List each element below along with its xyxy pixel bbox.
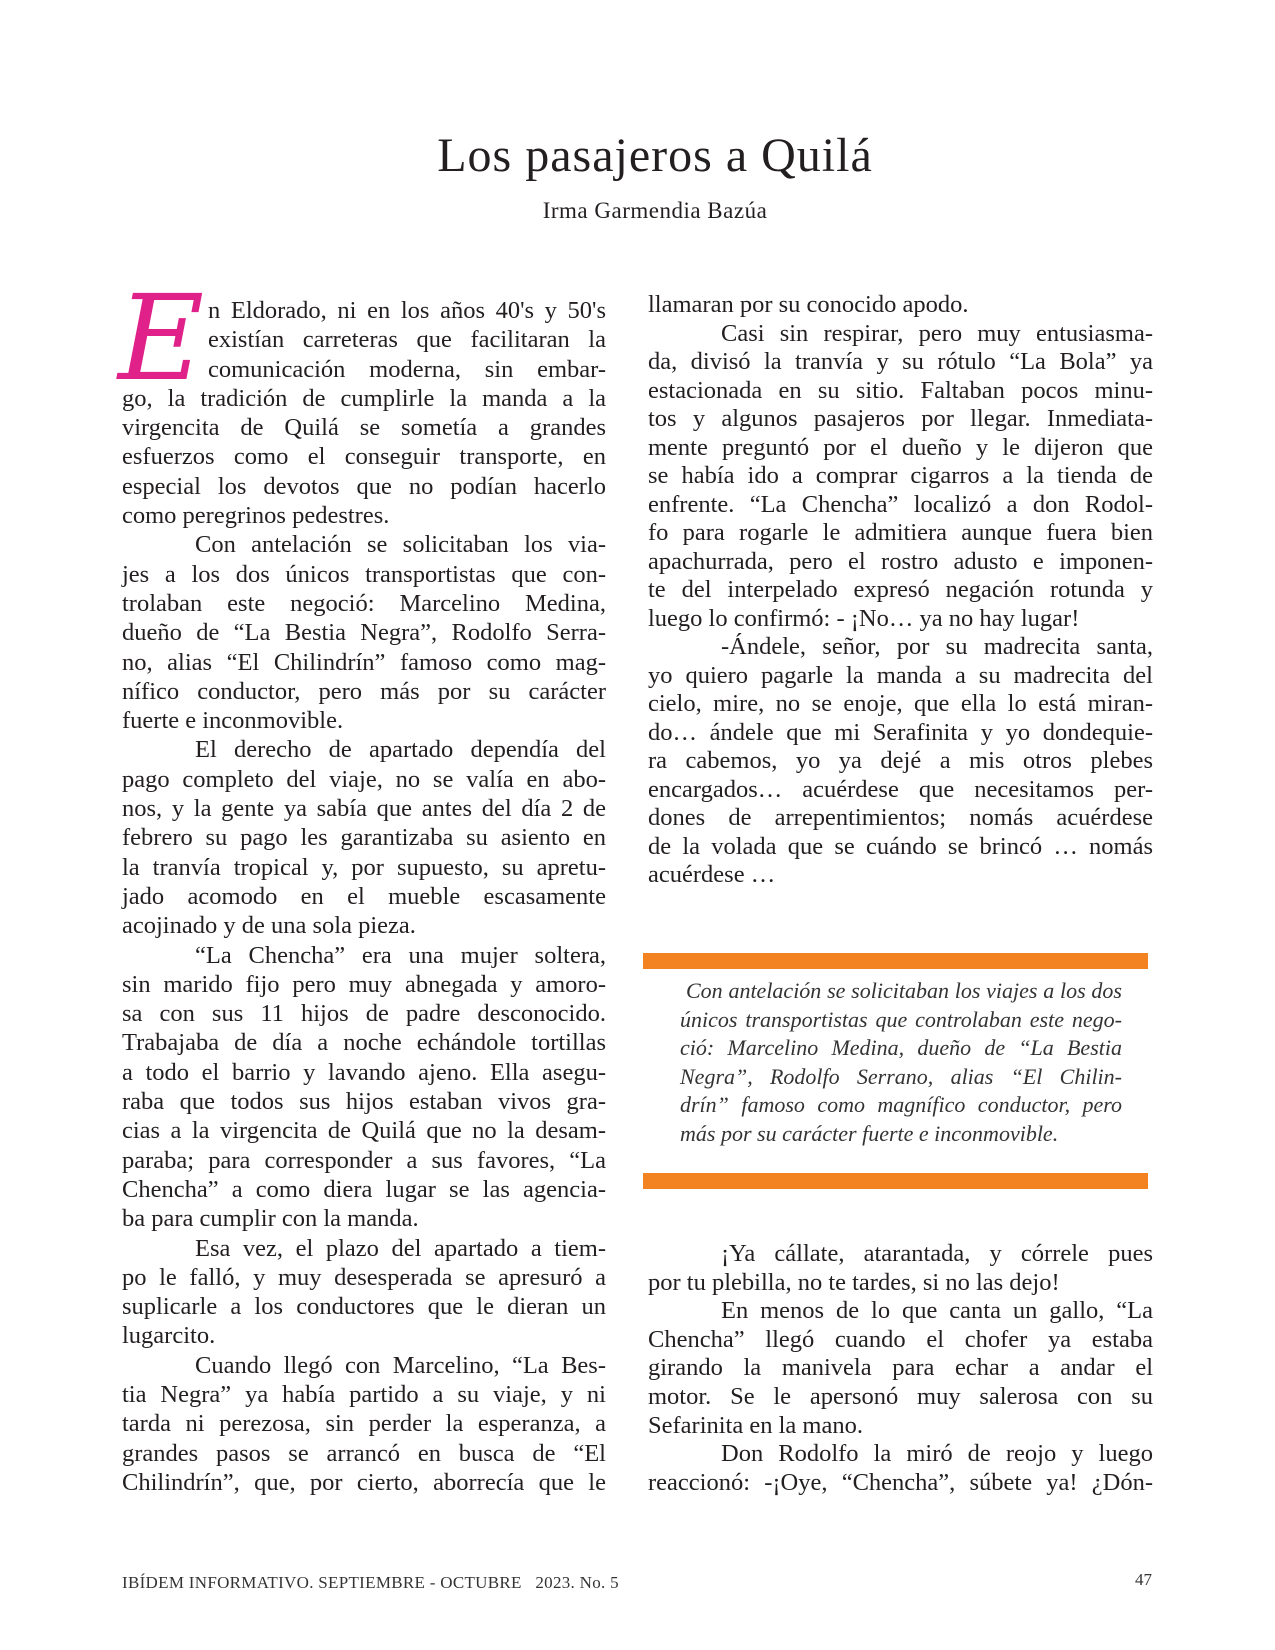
text-line: mente preguntó por el dueño y le dijeron que bbox=[648, 433, 1153, 461]
paragraph bbox=[648, 1440, 1153, 1497]
text-line: Chencha” a como diera lugar se las agencia- bbox=[122, 1175, 606, 1203]
pull-quote-bottom-bar bbox=[643, 1173, 1148, 1189]
text-line: nos, y la gente ya sabía que antes del día 2 de bbox=[122, 795, 606, 823]
text-line: Casi sin respirar, pero muy entusiasma- bbox=[721, 319, 1153, 347]
text-line: Don Rodolfo la miró de reojo y luego bbox=[721, 1440, 1153, 1468]
pull-quote bbox=[680, 977, 1122, 1149]
text-line: de la volada que se cuándo se brincó … nomás bbox=[648, 832, 1153, 860]
text-line: motor. Se le apersonó muy salerosa con su bbox=[648, 1382, 1153, 1410]
pull-quote-line: ció: Marcelino Medina, dueño de “La Bestia bbox=[680, 1035, 1122, 1061]
text-line: nífico conductor, pero más por su carácter bbox=[122, 677, 606, 705]
text-line: En menos de lo que canta un gallo, “La bbox=[721, 1297, 1153, 1325]
text-line: llamaran por su conocido apodo. bbox=[648, 291, 969, 318]
paragraph bbox=[648, 320, 1153, 634]
text-line: dueño de “La Bestia Negra”, Rodolfo Serra- bbox=[122, 619, 606, 647]
text-line: da, divisó la tranvía y su rótulo “La Bola” ya bbox=[648, 348, 1153, 375]
text-line: po le falló, y muy desesperada se apresuró a bbox=[122, 1263, 606, 1291]
text-line: jado acomodo en el mueble escasamente bbox=[122, 882, 606, 910]
text-line: acuérdese … bbox=[648, 861, 776, 888]
text-line: como peregrinos pedestres. bbox=[122, 502, 390, 530]
paragraph bbox=[122, 941, 606, 1234]
pull-quote-line: únicos transportistas que controlaban este nego- bbox=[680, 1006, 1122, 1032]
text-line: luego lo confirmó: - ¡No… ya no hay lugar! bbox=[648, 604, 1080, 632]
paragraph bbox=[122, 735, 606, 940]
text-line: virgencita de Quilá se sometía a grandes bbox=[122, 414, 606, 442]
left-column bbox=[118, 269, 606, 1497]
text-line: go, la tradición de cumplirle la manda a la bbox=[122, 384, 606, 412]
right-column-bottom bbox=[648, 1240, 1153, 1497]
text-line: reaccionó: -¡Oye, “Chencha”, súbete ya! ¿Dón- bbox=[648, 1468, 1153, 1496]
right-column-top bbox=[648, 291, 1153, 890]
text-line: cias a la virgencita de Quilá que no la desam- bbox=[122, 1117, 606, 1145]
text-line: estacionada en su sitio. Faltaban pocos minu- bbox=[648, 376, 1153, 404]
text-line: dones de arrepentimientos; nomás acuérdese bbox=[648, 804, 1153, 831]
text-line: encargados… acuérdese que necesitamos per- bbox=[648, 775, 1153, 803]
text-line: raba que todos sus hijos estaban vivos gra- bbox=[122, 1088, 606, 1116]
pull-quote-line: más por su carácter fuerte e inconmovible. bbox=[680, 1120, 1059, 1146]
text-line: fuerte e inconmovible. bbox=[122, 707, 344, 735]
pull-quote-line: Con antelación se solicitaban los viajes a los dos bbox=[686, 978, 1122, 1003]
paragraph bbox=[648, 291, 1153, 320]
pull-quote-line: drín” famoso como magnífico conductor, pero bbox=[680, 1092, 1122, 1118]
paragraph bbox=[122, 530, 606, 735]
text-line: Chencha” llegó cuando el chofer ya estaba bbox=[648, 1325, 1153, 1353]
text-line: pago completo del viaje, no se valía en abo- bbox=[122, 765, 606, 793]
text-line: tia Negra” ya había partido a su viaje, y ni bbox=[122, 1380, 606, 1408]
footer-publication: IBÍDEM INFORMATIVO. SEPTIEMBRE - OCTUBRE 2023. No. 5 bbox=[122, 1573, 619, 1592]
text-line: existían carreteras que facilitaran la bbox=[208, 326, 606, 354]
text-line: esfuerzos como el conseguir transporte, en bbox=[122, 443, 606, 471]
paragraph bbox=[648, 1297, 1153, 1440]
text-line: comunicación moderna, sin embar- bbox=[208, 355, 606, 383]
text-line: El derecho de apartado dependía del bbox=[195, 736, 606, 764]
text-line: tos y algunos pasajeros por llegar. Inmediata- bbox=[648, 405, 1153, 432]
text-line: no, alias “El Chilindrín” famoso como mag- bbox=[122, 648, 606, 676]
text-line: trolaban este negoció: Marcelino Medina, bbox=[122, 589, 606, 617]
pull-quote-line: Negra”, Rodolfo Serrano, alias “El Chilin- bbox=[680, 1063, 1122, 1089]
text-line: Esa vez, el plazo del apartado a tiem- bbox=[195, 1234, 606, 1262]
text-line: sa con sus 11 hijos de padre desconocido. bbox=[122, 1000, 606, 1028]
text-line: lugarcito. bbox=[122, 1322, 216, 1350]
text-line: por tu plebilla, no te tardes, si no las dejo! bbox=[648, 1268, 1060, 1296]
text-line: enfrente. “La Chencha” localizó a don Rodol- bbox=[648, 490, 1153, 518]
drop-cap: E bbox=[118, 269, 205, 407]
article-title: Los pasajeros a Quilá bbox=[437, 129, 873, 182]
text-line: girando la manivela para echar a andar el bbox=[648, 1354, 1153, 1382]
text-line: yo quiero pagarle la manda a su madrecita del bbox=[648, 661, 1153, 689]
text-line: fo para rogarle le admitiera aunque fuera bien bbox=[648, 519, 1153, 546]
paragraph bbox=[648, 1240, 1153, 1297]
text-line: se había ido a comprar cigarros a la tienda de bbox=[648, 462, 1153, 489]
text-line: febrero su pago les garantizaba su asiento en bbox=[122, 824, 606, 852]
text-line: te del interpelado expresó negación rotunda y bbox=[648, 576, 1153, 603]
text-line: ¡Ya cállate, atarantada, y córrele pues bbox=[721, 1240, 1153, 1267]
text-line: paraba; para corresponder a sus favores, “La bbox=[122, 1146, 606, 1174]
text-line: “La Chencha” era una mujer soltera, bbox=[195, 941, 606, 969]
text-line: Con antelación se solicitaban los via- bbox=[195, 531, 606, 559]
text-line: Sefarinita en la mano. bbox=[648, 1411, 863, 1439]
text-line: especial los devotos que no podían hacerlo bbox=[122, 472, 606, 500]
pull-quote-top-bar bbox=[643, 953, 1148, 969]
text-line: Trabajaba de día a noche echándole tortillas bbox=[122, 1029, 606, 1057]
text-line: ra cabemos, yo ya dejé a mis otros plebes bbox=[648, 747, 1153, 774]
text-line: a todo el barrio y lavando ajeno. Ella asegu- bbox=[122, 1058, 606, 1086]
text-line: apachurrada, pero el rostro adusto e imponen- bbox=[648, 547, 1153, 575]
text-line: cielo, mire, no se enoje, que ella lo está miran- bbox=[648, 690, 1153, 717]
paragraph bbox=[122, 1351, 606, 1497]
text-line: -Ándele, señor, por su madrecita santa, bbox=[721, 633, 1153, 660]
text-line: suplicarle a los conductores que le dieran un bbox=[122, 1293, 606, 1321]
paragraph bbox=[122, 1234, 606, 1351]
text-line: jes a los dos únicos transportistas que con- bbox=[122, 560, 606, 588]
article-author: Irma Garmendia Bazúa bbox=[542, 198, 768, 223]
text-line: do… ándele que mi Serafinita y yo dondequie- bbox=[648, 718, 1153, 746]
text-line: Cuando llegó con Marcelino, “La Bes- bbox=[195, 1351, 606, 1379]
text-line: sin marido fijo pero muy abnegada y amoro- bbox=[122, 970, 606, 998]
paragraph bbox=[648, 633, 1153, 890]
page-number: 47 bbox=[1135, 1570, 1152, 1589]
text-line: ba para cumplir con la manda. bbox=[122, 1205, 419, 1233]
text-line: Chilindrín”, que, por cierto, aborrecía que le bbox=[122, 1468, 606, 1496]
text-line: n Eldorado, ni en los años 40's y 50's bbox=[208, 297, 606, 324]
text-line: acojinado y de una sola pieza. bbox=[122, 912, 416, 940]
text-line: tarda ni perezosa, sin perder la esperanza, a bbox=[122, 1410, 606, 1438]
text-line: la tranvía tropical y, por supuesto, su apretu- bbox=[122, 853, 606, 881]
text-line: grandes pasos se arrancó en busca de “El bbox=[122, 1439, 606, 1467]
